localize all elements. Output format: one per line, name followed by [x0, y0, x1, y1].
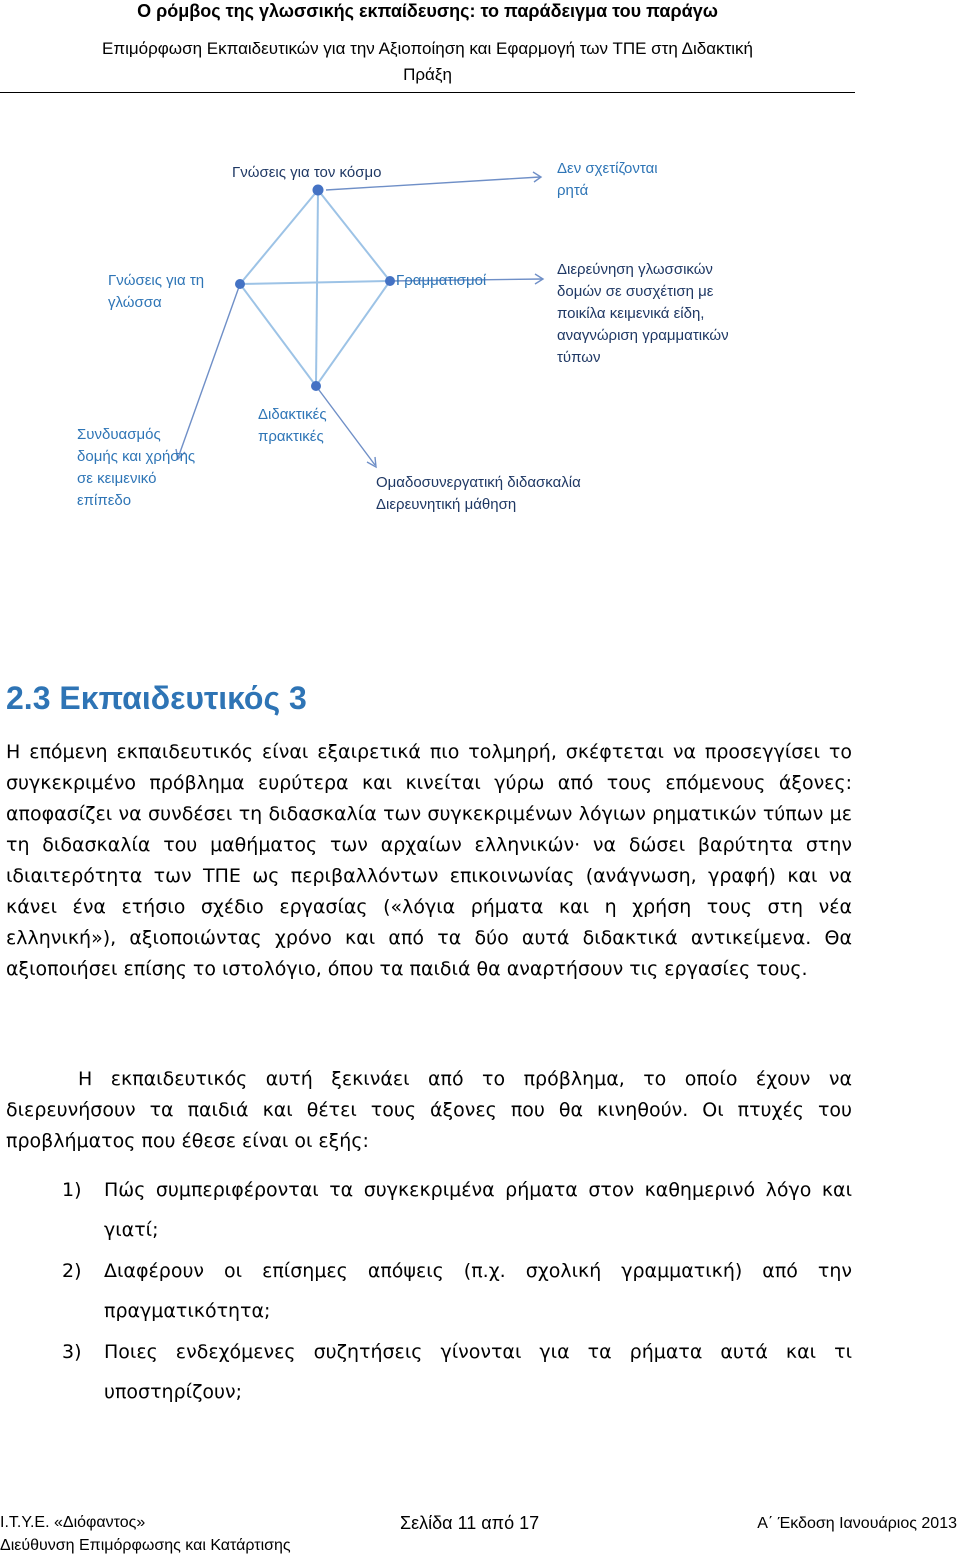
label-investigation-line-2: δομών σε συσχέτιση με	[557, 283, 714, 300]
section-heading: 2.3 Εκπαιδευτικός 3	[6, 680, 307, 716]
list-item-text: Διαφέρουν οι επίσημες απόψεις (π.χ. σχολική γραμματική) από την πραγματικότητα;	[104, 1260, 852, 1322]
footer-edition: Α΄ Έκδοση Ιανουάριος 2013	[757, 1515, 957, 1532]
list-item-text: Πώς συμπεριφέρονται τα συγκεκριμένα ρήματα στον καθημερινό λόγο και γιατί;	[104, 1179, 852, 1241]
body-paragraph-2: Η εκπαιδευτικός αυτή ξεκινάει από το πρόβλημα, το οποίο έχουν να διερευνήσουν τα παιδιά και θέτει τους άξονες που θα κινηθούν. Οι πτυχές του προβλήματος που έθεσε είναι οι εξής:	[6, 1068, 852, 1152]
label-language-knowledge-line-1: Γνώσεις για τη	[108, 272, 205, 289]
label-investigation-line-4: αναγνώριση γραμματικών	[557, 327, 729, 344]
label-combination	[77, 424, 195, 512]
list-item-text: Ποιες ενδεχόμενες συζητήσεις γίνονται για τα ρήματα αυτά και τι υποστηρίζουν;	[104, 1341, 852, 1403]
node-grammatisations	[385, 276, 395, 286]
axis-horizontal	[240, 281, 390, 284]
edge-bottom-right	[316, 281, 390, 386]
label-collaborative-line-2: Διερευνητική μάθηση	[376, 496, 517, 513]
label-teaching-practices-line-2: πρακτικές	[258, 428, 324, 445]
node-teaching-practices	[311, 381, 321, 391]
label-combination-line-1: Συνδυασμός	[77, 426, 161, 443]
label-investigation	[557, 259, 729, 369]
arrow-head-collaborative	[367, 457, 376, 467]
footer-page-number: Σελίδα 11 από 17	[400, 1513, 540, 1533]
label-investigation-line-5: τύπων	[557, 349, 601, 366]
edge-top-left	[240, 190, 318, 284]
edge-bottom-left	[240, 284, 316, 386]
header-rule	[0, 92, 855, 93]
node-world-knowledge	[313, 185, 324, 196]
label-not-related-line-1: Δεν σχετίζονται	[557, 160, 658, 177]
list-item	[62, 1251, 852, 1331]
label-collaborative-line-1: Ομαδοσυνεργατική διδασκαλία	[376, 474, 581, 491]
label-not-related-line-2: ρητά	[557, 182, 589, 199]
label-grammatisations: Γραμματισμοί	[396, 272, 487, 289]
footer-department: Διεύθυνση Επιμόρφωσης και Κατάρτισης	[0, 1537, 291, 1554]
label-combination-line-4: επίπεδο	[77, 492, 132, 509]
list-item	[62, 1332, 852, 1412]
problem-aspects-list	[62, 1170, 852, 1413]
label-world-knowledge: Γνώσεις για τον κόσμο	[232, 164, 382, 181]
label-combination-line-2: δομής και χρήσης	[77, 448, 196, 465]
label-teaching-practices	[258, 404, 327, 448]
label-investigation-line-3: ποικίλα κειμενικά είδη,	[557, 305, 705, 322]
body-paragraph-1: Η επόμενη εκπαιδευτικός είναι εξαιρετικά πιο τολμηρή, σκέφτεται να προσεγγίσει το συγκεκριμένο πρόβλημα ευρύτερα και κινείται γύρω από τους επόμενους άξονες: αποφασίζει να συνδέσει τη διδασκαλία των συγκεκριμένων λόγιων ρηματικών τύπων με τη διδασκαλία του μαθήματος των αρχαίων ελληνικών· να δώσει βαρύτητα στην ιδιαιτερότητα των ΤΠΕ ως περιβαλλόντων επικοινωνίας (ανάγνωση, γραφή) και να κάνει ένα ετήσιο σχέδιο εργασίας («λόγια ρήματα και η χρήση τους στη νέα ελληνική»), αξιοποιώντας χρόνο και από τα δύο αυτά διδακτικά αντικείμενα. Θα αξιοποιήσει επίσης το ιστολόγιο, όπου τα παιδιά θα αναρτήσουν τις εργασίες τους.	[6, 741, 852, 980]
label-combination-line-3: σε κειμενικό	[77, 470, 157, 487]
label-language-knowledge-line-2: γλώσσα	[108, 294, 162, 311]
language-rhombus-diagram	[0, 150, 960, 530]
document-header-title: Ο ρόμβος της γλωσσικής εκπαίδευσης: το παράδειγμα του παράγω	[137, 1, 718, 21]
axis-vertical	[316, 190, 318, 386]
label-language-knowledge	[108, 270, 204, 314]
document-header-subtitle	[0, 36, 855, 88]
list-item-number: 2)	[62, 1260, 82, 1282]
footer-institution: Ι.Τ.Υ.Ε. «Διόφαντος»	[0, 1514, 146, 1531]
list-item-number: 3)	[62, 1341, 82, 1363]
header-subtitle-line-2: Πράξη	[403, 65, 452, 84]
label-not-related	[557, 158, 658, 202]
header-subtitle-line-1: Επιμόρφωση Εκπαιδευτικών για την Αξιοποίηση και Εφαρμογή των ΤΠΕ στη Διδακτική	[102, 39, 753, 58]
node-language-knowledge	[235, 279, 245, 289]
label-teaching-practices-line-1: Διδακτικές	[258, 406, 327, 423]
edge-top-right	[318, 190, 390, 281]
list-item	[62, 1170, 852, 1250]
label-investigation-line-1: Διερεύνηση γλωσσικών	[557, 261, 713, 278]
label-collaborative	[376, 472, 581, 516]
list-item-number: 1)	[62, 1179, 82, 1201]
